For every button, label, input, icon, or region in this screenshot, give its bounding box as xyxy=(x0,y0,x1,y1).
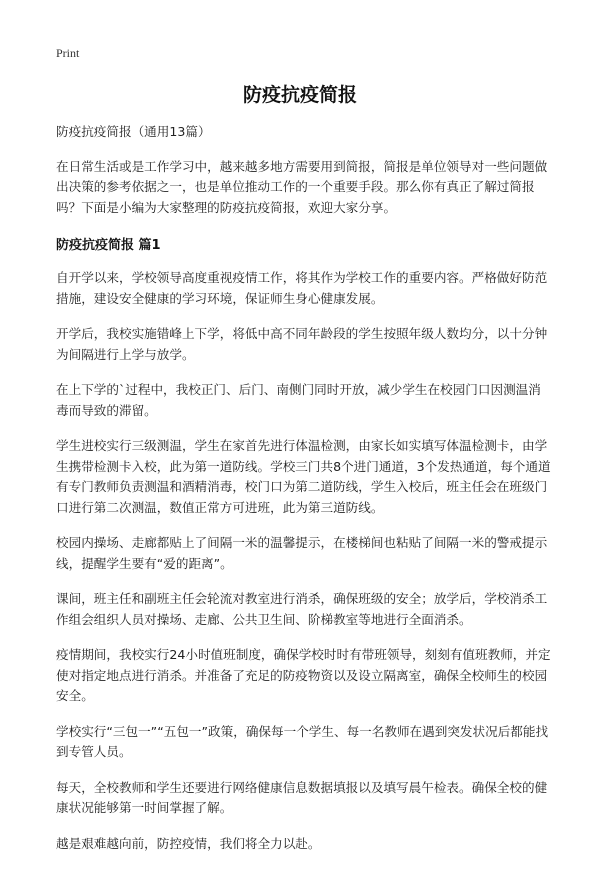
paragraph: 学生进校实行三级测温，学生在家首先进行体温检测，由家长如实填写体温检测卡，由学生携带检测卡入校，此为第一道防线。学校三门共8个进门通道，3个发热通道，每个通道有专门教师负责测温和酒精消毒，校门口为第二道防线，学生入校后，班主任会在班级门口进行第二次测温，数值正常方可进班，此为第三道防线。 xyxy=(56,438,551,515)
section-heading: 防疫抗疫简报 篇1 xyxy=(56,238,161,253)
document-body xyxy=(56,122,552,869)
print-link[interactable]: Print xyxy=(56,46,80,60)
paragraph: 在上下学的`过程中，我校正门、后门、南侧门同时开放，减少学生在校园门口因测温消毒而导致的滞留。 xyxy=(56,382,541,418)
paragraph: 课间，班主任和副班主任会轮流对教室进行消杀，确保班级的安全；放学后，学校消杀工作组会组织人员对操场、走廊、公共卫生间、阶梯教室等地进行全面消杀。 xyxy=(56,591,548,627)
intro-paragraph: 在日常生活或是工作学习中，越来越多地方需要用到简报，简报是单位领导对一些问题做出决策的参考依据之一，也是单位推动工作的一个重要手段。那么你有真正了解过简报吗？下面是小编为大家整理的防疫抗疫简报，欢迎大家分享。 xyxy=(56,158,548,215)
paragraph: 每天，全校教师和学生还要进行网络健康信息数据填报以及填写晨午检表。确保全校的健康状况能够第一时间掌握了解。 xyxy=(56,779,548,815)
paragraph: 自开学以来，学校领导高度重视疫情工作，将其作为学校工作的重要内容。严格做好防范措施，建设安全健康的学习环境，保证师生身心健康发展。 xyxy=(56,270,548,306)
paragraph: 开学后，我校实施错峰上下学，将低中高不同年龄段的学生按照年级人数均分，以十分钟为间隔进行上学与放学。 xyxy=(56,326,548,362)
paragraph: 学校实行“三包一”“五包一”政策，确保每一个学生、每一名教师在遇到突发状况后都能找到专管人员。 xyxy=(56,723,549,759)
paragraph: 疫情期间，我校实行24小时值班制度，确保学校时时有带班领导，刻刻有值班教师，并定使对指定地点进行消杀。并准备了充足的防疫物资以及设立隔离室，确保全校师生的校园安全。 xyxy=(56,647,551,703)
paragraph: 校园内操场、走廊都贴上了间隔一米的温馨提示，在楼梯间也粘贴了间隔一米的警戒提示线，提醒学生要有“爱的距离”。 xyxy=(56,535,548,571)
document-subtitle: 防疫抗疫简报（通用13篇） xyxy=(56,124,211,139)
paragraph: 越是艰难越向前，防控疫情，我们将全力以赴。 xyxy=(56,835,321,851)
page-title: 防疫抗疫简报 xyxy=(242,84,357,106)
